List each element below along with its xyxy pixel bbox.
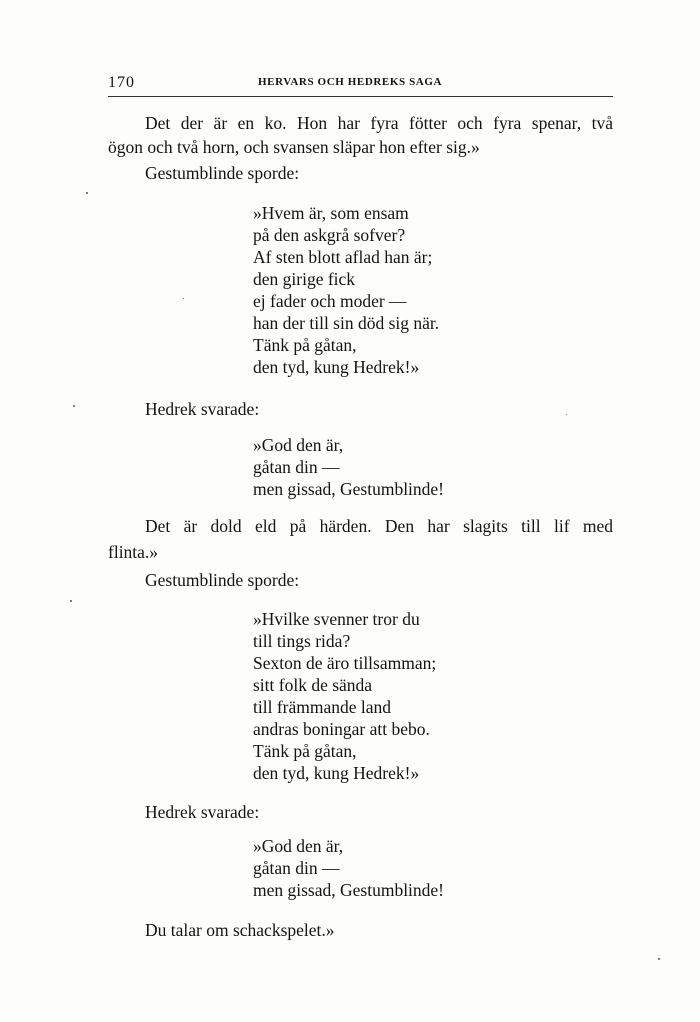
answer-1-line-2: ögon och två horn, och svansen släpar hon efter sig.»	[108, 137, 480, 157]
reply-2-line-1: »God den är,	[253, 836, 344, 856]
answer-2-line-1: Det är dold eld på härden. Den har slagits till lif med	[145, 516, 613, 536]
answer-2-line-2: flinta.»	[108, 542, 159, 562]
answer-1-line-1: Det der är en ko. Hon har fyra fötter och fyra spenar, två	[145, 113, 613, 133]
reply-1-line-3: men gissad, Gestumblinde!	[253, 479, 445, 499]
running-head	[108, 74, 613, 94]
speaker-line-1: Gestumblinde sporde:	[145, 163, 300, 183]
riddle-2-line-7: Tänk på gåtan,	[253, 741, 357, 761]
reply-1-line-2: gåtan din —	[253, 457, 340, 477]
answer-3-line: Du talar om schackspelet.»	[145, 920, 335, 940]
scan-speck	[70, 600, 72, 602]
riddle-1-line-8: den tyd, kung Hedrek!»	[253, 357, 420, 377]
scan-speck	[86, 192, 88, 194]
riddle-1-line-3: Af sten blott aflad han är;	[253, 247, 433, 267]
riddle-2-line-4: sitt folk de sända	[253, 675, 373, 695]
riddle-1-line-7: Tänk på gåtan,	[253, 335, 357, 355]
riddle-1-line-4: den girige fick	[253, 269, 356, 289]
scan-speck	[658, 958, 660, 960]
riddle-1-line-2: på den askgrå sofver?	[253, 225, 406, 245]
riddle-2-line-5: till främmande land	[253, 697, 392, 717]
riddle-2-line-3: Sexton de äro tillsamman;	[253, 653, 437, 673]
speaker-line-2: Hedrek svarade:	[145, 399, 260, 419]
reply-2-line-2: gåtan din —	[253, 858, 340, 878]
riddle-2-line-8: den tyd, kung Hedrek!»	[253, 763, 420, 783]
page-number: 170	[108, 74, 135, 91]
reply-1-line-1: »God den är,	[253, 435, 344, 455]
speaker-line-3: Gestumblinde sporde:	[145, 570, 300, 590]
riddle-2-line-2: till tings rida?	[253, 631, 351, 651]
riddle-2-line-1: »Hvilke svenner tror du	[253, 609, 420, 629]
reply-2-line-3: men gissad, Gestumblinde!	[253, 880, 445, 900]
riddle-1-line-5: ej fader och moder —	[253, 291, 407, 311]
scan-speck	[73, 405, 75, 407]
scan-speck	[183, 298, 184, 299]
book-title: HERVARS OCH HEDREKS SAGA	[258, 76, 443, 88]
header-rule	[108, 96, 613, 97]
speaker-line-4: Hedrek svarade:	[145, 802, 260, 822]
riddle-2-line-6: andras boningar att bebo.	[253, 719, 430, 739]
scan-speck	[566, 414, 567, 415]
riddle-1-line-1: »Hvem är, som ensam	[253, 203, 409, 223]
riddle-1-line-6: han der till sin död sig när.	[253, 313, 440, 333]
